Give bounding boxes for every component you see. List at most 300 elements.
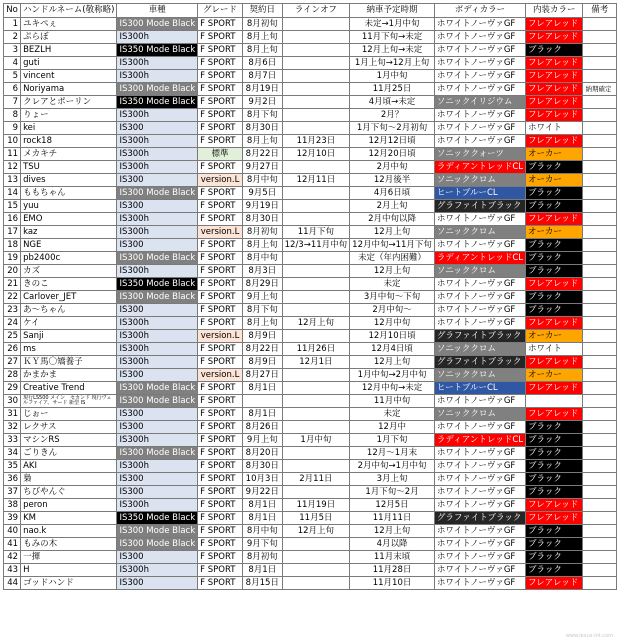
cell-body-color: グラファイトブラック — [434, 356, 525, 369]
cell-contract-date: 9月5日 — [242, 187, 282, 200]
table-row — [4, 330, 617, 343]
cell-model: IS300h — [117, 213, 198, 226]
cell-no: 8 — [4, 109, 21, 122]
cell-body-color: ホワイトノーヴァGF — [434, 499, 525, 512]
cell-delivery-plan: 4月以降 — [350, 538, 435, 551]
cell-grade: F SPORT — [198, 57, 243, 70]
cell-grade: F SPORT — [198, 213, 243, 226]
cell-note — [583, 278, 617, 291]
cell-no: 20 — [4, 265, 21, 278]
cell-grade: 標準 — [198, 148, 243, 161]
cell-interior-color: ブラック — [526, 564, 583, 577]
cell-note — [583, 408, 617, 421]
table-row — [4, 460, 617, 473]
cell-line-off: 12月上旬 — [282, 525, 350, 538]
cell-no: 24 — [4, 317, 21, 330]
table-row — [4, 551, 617, 564]
cell-handle-name: dives — [21, 174, 117, 187]
cell-delivery-plan: 11月末頃 — [350, 551, 435, 564]
table-row — [4, 31, 617, 44]
cell-body-color: ホワイトノーヴァGF — [434, 447, 525, 460]
cell-line-off — [282, 447, 350, 460]
col-header-contract-date: 契約日 — [242, 4, 282, 18]
cell-grade: F SPORT — [198, 18, 243, 31]
cell-note — [583, 200, 617, 213]
cell-no: 11 — [4, 148, 21, 161]
cell-no: 1 — [4, 18, 21, 31]
cell-model: IS300 Mode Black — [117, 83, 198, 96]
cell-no: 3 — [4, 44, 21, 57]
cell-no: 18 — [4, 239, 21, 252]
cell-handle-name: メカキチ — [21, 148, 117, 161]
cell-interior-color: オーカー — [526, 226, 583, 239]
cell-model: IS300h — [117, 265, 198, 278]
table-row — [4, 356, 617, 369]
cell-note — [583, 382, 617, 395]
cell-model: IS350 Mode Black — [117, 96, 198, 109]
cell-grade: F SPORT — [198, 187, 243, 200]
cell-no: 2 — [4, 31, 21, 44]
cell-interior-color: ブラック — [526, 447, 583, 460]
cell-body-color: ホワイトノーヴァGF — [434, 291, 525, 304]
cell-line-off — [282, 44, 350, 57]
cell-no: 35 — [4, 460, 21, 473]
cell-no: 16 — [4, 213, 21, 226]
cell-interior-color: ブラック — [526, 525, 583, 538]
cell-note — [583, 252, 617, 265]
cell-body-color: ホワイトノーヴァGF — [434, 473, 525, 486]
cell-body-color: ラディアントレッドCL — [434, 434, 525, 447]
cell-grade: F SPORT — [198, 551, 243, 564]
cell-handle-name: guti — [21, 57, 117, 70]
cell-model: IS300 — [117, 408, 198, 421]
cell-note — [583, 96, 617, 109]
table-row — [4, 577, 617, 590]
cell-contract-date: 8月9日 — [242, 356, 282, 369]
cell-grade: version.L — [198, 330, 243, 343]
cell-interior-color: ブラック — [526, 304, 583, 317]
cell-grade: version.L — [198, 369, 243, 382]
cell-interior-color: オーカー — [526, 148, 583, 161]
cell-line-off — [282, 486, 350, 499]
cell-grade: F SPORT — [198, 473, 243, 486]
cell-delivery-plan: 1月下旬～2月初旬 — [350, 122, 435, 135]
cell-interior-color: ブラック — [526, 460, 583, 473]
cell-line-off — [282, 122, 350, 135]
table-row — [4, 122, 617, 135]
cell-no: 42 — [4, 551, 21, 564]
cell-note — [583, 226, 617, 239]
cell-model: IS300 Mode Black — [117, 525, 198, 538]
cell-body-color: ホワイトノーヴァGF — [434, 44, 525, 57]
table-row — [4, 18, 617, 31]
cell-body-color: ソニッククロム — [434, 265, 525, 278]
cell-grade: F SPORT — [198, 317, 243, 330]
cell-no: 31 — [4, 408, 21, 421]
cell-model: IS300 — [117, 577, 198, 590]
cell-contract-date: 8月上旬 — [242, 239, 282, 252]
cell-handle-name: Creative Trend — [21, 382, 117, 395]
cell-body-color: ホワイトノーヴァGF — [434, 278, 525, 291]
cell-contract-date: 8月30日 — [242, 213, 282, 226]
cell-grade: F SPORT — [198, 499, 243, 512]
table-row — [4, 421, 617, 434]
cell-interior-color: フレアレッド — [526, 382, 583, 395]
cell-body-color: ホワイトノーヴァGF — [434, 83, 525, 96]
table-row — [4, 291, 617, 304]
cell-contract-date: 8月上旬 — [242, 135, 282, 148]
cell-delivery-plan: 1月上旬→12月上旬 — [350, 57, 435, 70]
cell-note — [583, 70, 617, 83]
col-header-no: No — [4, 4, 21, 18]
cell-interior-color: ブラック — [526, 434, 583, 447]
cell-model: IS300h — [117, 434, 198, 447]
cell-note — [583, 421, 617, 434]
cell-model: IS300 — [117, 122, 198, 135]
cell-handle-name: Noriyama — [21, 83, 117, 96]
cell-handle-name: H — [21, 564, 117, 577]
cell-delivery-plan: 12月中旬 — [350, 317, 435, 330]
cell-body-color: ホワイトノーヴァGF — [434, 525, 525, 538]
cell-delivery-plan: 1月下旬～2月 — [350, 486, 435, 499]
cell-contract-date: 8月29日 — [242, 278, 282, 291]
table-row — [4, 239, 617, 252]
cell-no: 19 — [4, 252, 21, 265]
cell-no: 9 — [4, 122, 21, 135]
cell-interior-color: ブラック — [526, 421, 583, 434]
cell-model: IS300 — [117, 200, 198, 213]
cell-note — [583, 343, 617, 356]
cell-interior-color: フレアレッド — [526, 83, 583, 96]
table-row — [4, 109, 617, 122]
table-row — [4, 434, 617, 447]
cell-interior-color: フレアレッド — [526, 57, 583, 70]
cell-note — [583, 122, 617, 135]
cell-note — [583, 499, 617, 512]
cell-body-color: ヒートブルーCL — [434, 187, 525, 200]
cell-handle-name: りょー — [21, 109, 117, 122]
cell-grade: F SPORT — [198, 421, 243, 434]
cell-interior-color: ブラック — [526, 265, 583, 278]
table-row — [4, 174, 617, 187]
cell-note — [583, 239, 617, 252]
cell-no: 37 — [4, 486, 21, 499]
cell-interior-color: フレアレッド — [526, 213, 583, 226]
col-header-interior-color: 内装カラー — [526, 4, 583, 18]
cell-grade: F SPORT — [198, 70, 243, 83]
cell-body-color: ヒートブルーCL — [434, 382, 525, 395]
cell-contract-date: 8月26日 — [242, 421, 282, 434]
cell-handle-name: ちびやんぐ — [21, 486, 117, 499]
cell-delivery-plan: 4月6日頃 — [350, 187, 435, 200]
cell-body-color: グラファイトブラック — [434, 330, 525, 343]
table-row — [4, 499, 617, 512]
cell-body-color: ホワイトノーヴァGF — [434, 304, 525, 317]
cell-line-off — [282, 57, 350, 70]
cell-line-off: 12月10日 — [282, 148, 350, 161]
cell-model: IS300 — [117, 421, 198, 434]
cell-contract-date: 9月22日 — [242, 486, 282, 499]
cell-body-color: ホワイトノーヴァGF — [434, 213, 525, 226]
cell-interior-color — [526, 395, 583, 408]
delivery-schedule-table — [3, 3, 617, 590]
cell-grade: F SPORT — [198, 343, 243, 356]
cell-interior-color: フレアレッド — [526, 408, 583, 421]
cell-delivery-plan: 12月上旬→未定 — [350, 44, 435, 57]
cell-note — [583, 57, 617, 70]
cell-handle-name: vincent — [21, 70, 117, 83]
cell-no: 40 — [4, 525, 21, 538]
cell-no: 21 — [4, 278, 21, 291]
cell-line-off — [282, 330, 350, 343]
cell-note — [583, 148, 617, 161]
cell-body-color: ホワイトノーヴァGF — [434, 239, 525, 252]
cell-no: 39 — [4, 512, 21, 525]
cell-line-off — [282, 304, 350, 317]
cell-handle-name: ごりきん — [21, 447, 117, 460]
cell-note — [583, 486, 617, 499]
table-row — [4, 304, 617, 317]
cell-delivery-plan: 12月10日頃 — [350, 330, 435, 343]
cell-line-off — [282, 31, 350, 44]
cell-grade: F SPORT — [198, 135, 243, 148]
cell-contract-date: 8月27日 — [242, 369, 282, 382]
table-row — [4, 317, 617, 330]
cell-no: 41 — [4, 538, 21, 551]
cell-body-color: ホワイトノーヴァGF — [434, 421, 525, 434]
watermark: www.lexus-int.com — [565, 633, 613, 639]
cell-body-color: ホワイトノーヴァGF — [434, 486, 525, 499]
cell-line-off — [282, 252, 350, 265]
cell-contract-date: 8月30日 — [242, 122, 282, 135]
cell-delivery-plan: 12月後半 — [350, 174, 435, 187]
cell-line-off — [282, 408, 350, 421]
cell-delivery-plan: 2月中旬以降 — [350, 213, 435, 226]
cell-body-color: ソニックイリジウム — [434, 96, 525, 109]
cell-contract-date: 8月20日 — [242, 447, 282, 460]
cell-body-color: ソニッククロム — [434, 343, 525, 356]
cell-note — [583, 434, 617, 447]
cell-no: 44 — [4, 577, 21, 590]
cell-model: IS300h — [117, 57, 198, 70]
cell-contract-date: 8月3日 — [242, 265, 282, 278]
cell-delivery-plan: 12月上旬 — [350, 265, 435, 278]
cell-no: 36 — [4, 473, 21, 486]
cell-interior-color: ブラック — [526, 551, 583, 564]
cell-model: IS300h — [117, 460, 198, 473]
cell-model: IS300h — [117, 70, 198, 83]
table-row — [4, 161, 617, 174]
cell-contract-date: 8月30日 — [242, 460, 282, 473]
cell-grade: F SPORT — [198, 577, 243, 590]
cell-handle-name: あ～ちゃん — [21, 304, 117, 317]
cell-line-off — [282, 161, 350, 174]
cell-delivery-plan: 1月中旬→2月中旬 — [350, 369, 435, 382]
cell-note — [583, 265, 617, 278]
cell-handle-name: KM — [21, 512, 117, 525]
cell-model: IS300 Mode Black — [117, 291, 198, 304]
cell-line-off — [282, 96, 350, 109]
cell-model: IS300h — [117, 317, 198, 330]
cell-contract-date: 9月2日 — [242, 96, 282, 109]
cell-model: IS300h — [117, 148, 198, 161]
cell-note — [583, 447, 617, 460]
cell-grade: F SPORT — [198, 382, 243, 395]
cell-line-off — [282, 421, 350, 434]
cell-contract-date: 8月下旬 — [242, 304, 282, 317]
cell-handle-name: ケイ — [21, 317, 117, 330]
cell-no: 33 — [4, 434, 21, 447]
cell-note — [583, 512, 617, 525]
cell-handle-name: NGE — [21, 239, 117, 252]
cell-no: 25 — [4, 330, 21, 343]
cell-model: IS300h — [117, 31, 198, 44]
cell-note — [583, 213, 617, 226]
cell-body-color: ラディアントレッドCL — [434, 252, 525, 265]
cell-no: 34 — [4, 447, 21, 460]
cell-handle-name: kaz — [21, 226, 117, 239]
cell-grade: F SPORT — [198, 434, 243, 447]
cell-model: IS300h — [117, 343, 198, 356]
cell-interior-color: オーカー — [526, 330, 583, 343]
cell-delivery-plan: 12月上旬 — [350, 356, 435, 369]
cell-model: IS300 Mode Black — [117, 447, 198, 460]
cell-model: IS300 Mode Black — [117, 382, 198, 395]
cell-no: 30 — [4, 395, 21, 408]
cell-no: 5 — [4, 70, 21, 83]
cell-line-off: 2月11日 — [282, 473, 350, 486]
cell-note — [583, 109, 617, 122]
table-row — [4, 252, 617, 265]
cell-handle-name: もみの木 — [21, 538, 117, 551]
cell-model: IS300 — [117, 174, 198, 187]
table-row — [4, 512, 617, 525]
table-row — [4, 187, 617, 200]
cell-no: 28 — [4, 369, 21, 382]
cell-interior-color: ブラック — [526, 252, 583, 265]
cell-contract-date: 8月6日 — [242, 57, 282, 70]
cell-delivery-plan: 未定 — [350, 278, 435, 291]
cell-grade: F SPORT — [198, 460, 243, 473]
cell-line-off: 12/3→11月中旬 — [282, 239, 350, 252]
cell-interior-color: フレアレッド — [526, 499, 583, 512]
table-row — [4, 213, 617, 226]
cell-no: 13 — [4, 174, 21, 187]
cell-model: IS300 — [117, 369, 198, 382]
cell-grade: F SPORT — [198, 31, 243, 44]
cell-delivery-plan: 12月12日頃 — [350, 135, 435, 148]
cell-note — [583, 525, 617, 538]
col-header-delivery-plan: 納車予定時期 — [350, 4, 435, 18]
cell-line-off — [282, 395, 350, 408]
cell-delivery-plan: 1月中旬 — [350, 70, 435, 83]
cell-contract-date: 8月22日 — [242, 343, 282, 356]
cell-interior-color: オーカー — [526, 369, 583, 382]
cell-contract-date: 8月中旬 — [242, 252, 282, 265]
cell-model: IS300h — [117, 564, 198, 577]
cell-grade: F SPORT — [198, 96, 243, 109]
cell-handle-name: カズ — [21, 265, 117, 278]
cell-handle-name: Carlover_JET — [21, 291, 117, 304]
cell-contract-date — [242, 395, 282, 408]
cell-no: 17 — [4, 226, 21, 239]
cell-interior-color: フレアレッド — [526, 96, 583, 109]
col-header-grade: グレード — [198, 4, 243, 18]
cell-delivery-plan: 2月上旬 — [350, 200, 435, 213]
cell-delivery-plan: 未定 — [350, 408, 435, 421]
cell-note — [583, 291, 617, 304]
cell-note — [583, 356, 617, 369]
cell-delivery-plan: 2月中旬→1月中旬 — [350, 460, 435, 473]
cell-body-color: ホワイトノーヴァGF — [434, 109, 525, 122]
cell-no: 23 — [4, 304, 21, 317]
cell-delivery-plan: 3月中旬～下旬 — [350, 291, 435, 304]
cell-grade: F SPORT — [198, 200, 243, 213]
table-row — [4, 148, 617, 161]
table-row — [4, 135, 617, 148]
cell-interior-color: ブラック — [526, 486, 583, 499]
cell-model: IS300h — [117, 226, 198, 239]
cell-contract-date: 8月初旬 — [242, 18, 282, 31]
cell-delivery-plan: 2月中旬～ — [350, 304, 435, 317]
cell-contract-date: 8月上旬 — [242, 317, 282, 330]
cell-line-off — [282, 538, 350, 551]
header-row — [4, 4, 617, 18]
cell-model: IS300 — [117, 551, 198, 564]
cell-delivery-plan: 4月頃→未定 — [350, 96, 435, 109]
cell-line-off: 11月下旬 — [282, 226, 350, 239]
cell-contract-date: 8月15日 — [242, 577, 282, 590]
cell-handle-name: EMO — [21, 213, 117, 226]
cell-line-off: 1月中旬 — [282, 434, 350, 447]
cell-body-color: ホワイトノーヴァGF — [434, 460, 525, 473]
cell-delivery-plan: 12月～1月末 — [350, 447, 435, 460]
cell-interior-color: フレアレッド — [526, 18, 583, 31]
table-row — [4, 395, 617, 408]
cell-no: 32 — [4, 421, 21, 434]
cell-model: IS300 Mode Black — [117, 538, 198, 551]
cell-note — [583, 18, 617, 31]
cell-delivery-plan: 未定→1月中旬 — [350, 18, 435, 31]
cell-model: IS300 — [117, 304, 198, 317]
cell-line-off — [282, 369, 350, 382]
cell-no: 27 — [4, 356, 21, 369]
table-row — [4, 486, 617, 499]
cell-grade: F SPORT — [198, 512, 243, 525]
cell-delivery-plan: 12月中 — [350, 421, 435, 434]
cell-grade: F SPORT — [198, 109, 243, 122]
cell-contract-date: 8月7日 — [242, 70, 282, 83]
cell-note — [583, 551, 617, 564]
cell-grade: F SPORT — [198, 122, 243, 135]
table-row — [4, 473, 617, 486]
cell-grade: F SPORT — [198, 278, 243, 291]
cell-body-color: ホワイトノーヴァGF — [434, 31, 525, 44]
cell-model: IS300h — [117, 330, 198, 343]
cell-model: IS300 Mode Black — [117, 187, 198, 200]
cell-handle-name: ももちゃん — [21, 187, 117, 200]
cell-interior-color: フレアレッド — [526, 109, 583, 122]
table-row — [4, 525, 617, 538]
cell-no: 6 — [4, 83, 21, 96]
cell-line-off — [282, 187, 350, 200]
cell-line-off — [282, 460, 350, 473]
cell-body-color: グラファイトブラック — [434, 200, 525, 213]
cell-contract-date: 8月1日 — [242, 512, 282, 525]
cell-handle-name: ms — [21, 343, 117, 356]
cell-contract-date: 8月22日 — [242, 148, 282, 161]
table-row — [4, 57, 617, 70]
